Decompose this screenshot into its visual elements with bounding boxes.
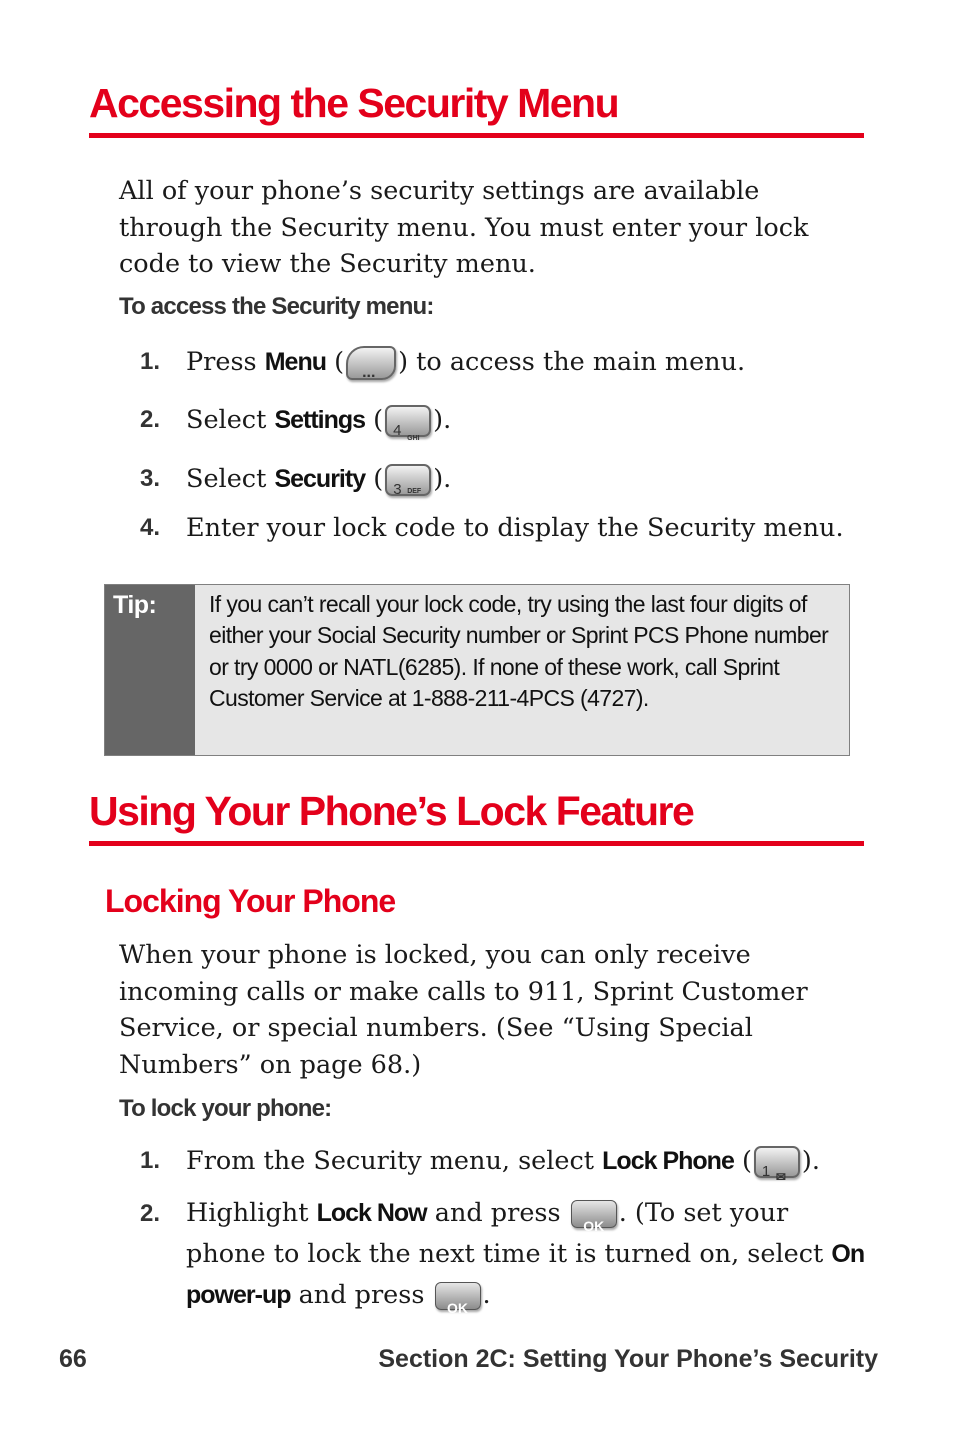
- tip-box: [104, 584, 850, 756]
- section-title-lock-feature: Using Your Phone’s Lock Feature: [89, 790, 864, 846]
- step-text: Select: [186, 405, 275, 435]
- step-number: 1.: [140, 1147, 161, 1174]
- key-letters: DEF: [407, 488, 422, 495]
- key-1-icon: [754, 1146, 800, 1184]
- step-text: Enter your lock code to display the Security menu.: [186, 513, 844, 543]
- lock-phone-keyword: Lock Phone: [602, 1147, 734, 1175]
- menu-key-icon: [346, 346, 396, 380]
- step-text: (: [365, 464, 384, 494]
- step-number: 4.: [140, 514, 161, 541]
- section-title-security-menu: Accessing the Security Menu: [89, 82, 864, 138]
- tip-text: If you can’t recall your lock code, try using the last four digits of either your Social Security number or Sprint PCS Phone number or try 0000 or NATL(6285). If none of these work, call Sprint Customer Service at 1-888-211-4PCS (4727).: [209, 591, 829, 711]
- page-number: 66: [59, 1345, 87, 1373]
- step-text: (: [365, 405, 384, 435]
- step-text: ).: [433, 464, 452, 494]
- key-digit: 3: [393, 481, 402, 498]
- footer-section-title: Section 2C: Setting Your Phone’s Security: [378, 1345, 878, 1373]
- step-text: Select: [186, 464, 275, 494]
- tip-label-panel: [105, 585, 195, 755]
- ok-key-icon: [571, 1200, 617, 1234]
- lock-intro-paragraph: When your phone is locked, you can only receive incoming calls or make calls to 911, Sprint Customer Service, or special numbers. (See “Using Special Numbers” on page 68.): [119, 940, 808, 1080]
- step-text: Highlight: [186, 1198, 317, 1228]
- heading-locking-your-phone: Locking Your Phone: [105, 883, 396, 919]
- step-text: ).: [433, 405, 452, 435]
- step-text: (: [326, 347, 345, 377]
- security-keyword: Security: [274, 465, 366, 493]
- ok-key-icon: [435, 1282, 481, 1316]
- key-3-icon: [385, 464, 431, 496]
- lock-instructions-subheading: To lock your phone:: [119, 1095, 332, 1122]
- key-4-icon: [385, 405, 431, 442]
- key-digit: 1: [761, 1163, 771, 1180]
- lock-now-keyword: Lock Now: [316, 1199, 427, 1227]
- step-text: From the Security menu, select: [186, 1146, 603, 1176]
- step-text: and press: [290, 1280, 433, 1310]
- step-number: 3.: [140, 465, 161, 492]
- key-label: ...: [362, 364, 376, 381]
- step-text: and press: [426, 1198, 569, 1228]
- menu-keyword: Menu: [264, 348, 326, 376]
- step-text: ).: [801, 1146, 820, 1176]
- on-power-up-keyword: On power-up: [186, 1240, 865, 1309]
- key-digit: 4: [393, 422, 402, 439]
- ok-label: OK: [583, 1218, 605, 1234]
- step-text: (: [733, 1146, 752, 1176]
- step-number: 2.: [140, 406, 161, 433]
- settings-keyword: Settings: [274, 406, 366, 434]
- step-number: 1.: [140, 348, 161, 375]
- envelope-icon: ✉: [775, 1170, 786, 1184]
- tip-label: Tip:: [113, 591, 157, 619]
- key-letters: GHI: [407, 435, 420, 442]
- step-text: . (To set your phone to lock the next time it is turned on, select: [186, 1198, 832, 1269]
- intro-paragraph: All of your phone’s security settings are available through the Security menu. You must enter your lock code to view the Security menu.: [119, 176, 809, 279]
- step-text: Press: [186, 347, 265, 377]
- ok-label: OK: [447, 1300, 469, 1316]
- step-text: ) to access the main menu.: [398, 347, 746, 377]
- step-number: 2.: [140, 1200, 161, 1227]
- step-text: .: [482, 1280, 491, 1310]
- instructions-subheading: To access the Security menu:: [119, 293, 434, 320]
